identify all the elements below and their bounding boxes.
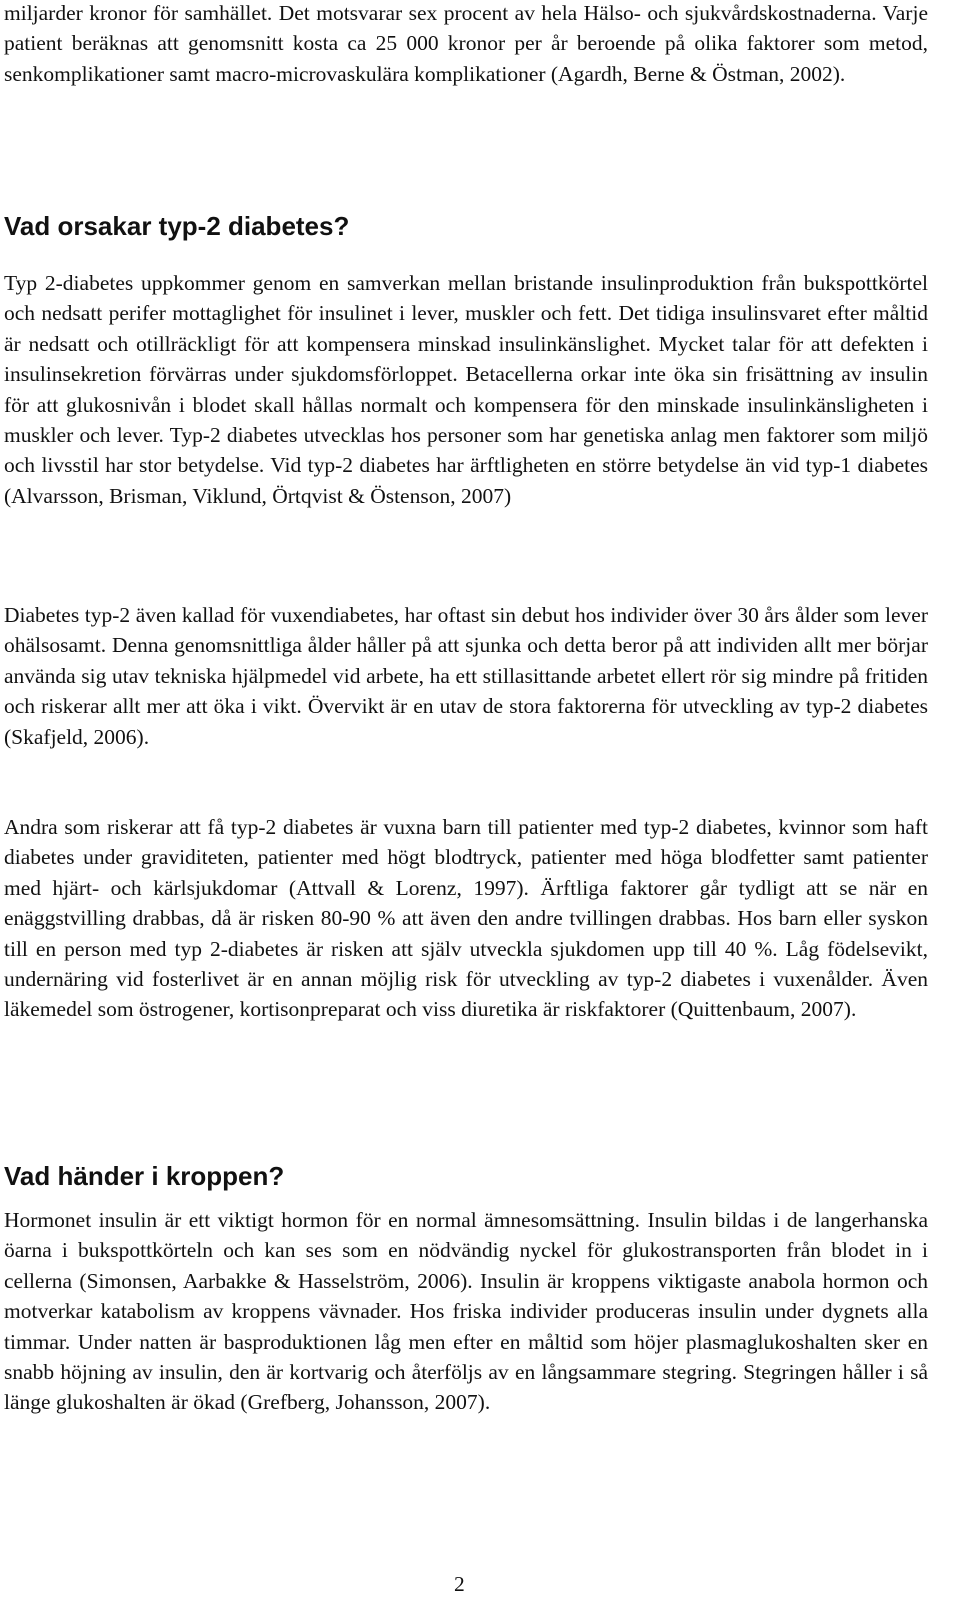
- paragraph-cause: Typ 2-diabetes uppkommer genom en samverkan mellan bristande insulinproduktion från bukspottkörtel och nedsatt perifer mottaglighet för insulinet i lever, muskler och fett. Det tidiga insulinsvaret efter måltid är nedsatt och otillräckligt för att kompensera minskad insulinkänslighet. Mycket talar för att defekten i insulinsekretion förvärras under sjukdomsförloppet. Betacellerna orkar inte öka sin frisättning av insulin för att glukosnivån i blodet skall hållas normalt och kompensera för den minskade insulinkänsligheten i muskler och lever. Typ-2 diabetes utvecklas hos personer som har genetiska anlag men faktorer som miljö och livsstil har stor betydelse. Vid typ-2 diabetes har ärftligheten en större betydelse än vid typ-1 diabetes (Alvarsson, Brisman, Viklund, Örtqvist & Östenson, 2007): [4, 271, 928, 508]
- paragraph-risk-factors: Andra som riskerar att få typ-2 diabetes är vuxna barn till patienter med typ-2 diabetes, kvinnor som haft diabetes under graviditeten, patienter med högt blodtryck, patienter med höga blodfetter samt patienter med hjärt- och kärlsjukdomar (Attvall & Lorenz, 1997). Ärftliga faktorer går tydligt att se när en enäggstvilling drabbas, då är risken 80-90 % att även den andre tvillingen drabbas. Hos barn eller syskon till en person med typ 2-diabetes är risken att själv utveckla sjukdomen upp till 40 %. Låg födelsevikt, undernäring vid fosterlivet är en annan möjlig risk för utveckling av typ-2 diabetes i vuxenålder. Även läkemedel som östrogener, kortisonpreparat och viss diuretika är riskfaktorer (Quittenbaum, 2007).: [4, 815, 928, 1022]
- paragraph-adult-onset: Diabetes typ-2 även kallad för vuxendiabetes, har oftast sin debut hos individer över 30 års ålder som lever ohälsosamt. Denna genomsnittliga ålder håller på att sjunka och detta beror på att individen allt mer börjar använda sig utav tekniska hjälpmedel vid arbete, ha ett stillasittande arbetet ellert rör sig mindre på fritiden och riskerar allt mer att öka i vikt. Övervikt är en utav de stora faktorerna för utveckling av typ-2 diabetes (Skafjeld, 2006).: [4, 603, 928, 749]
- paragraph-insulin: Hormonet insulin är ett viktigt hormon för en normal ämnesomsättning. Insulin bildas i de langerhanska öarna i bukspottkörteln och kan ses som en nödvändig nyckel för glukostransporten från blodet in i cellerna (Simonsen, Aarbakke & Hasselström, 2006). Insulin är kroppens viktigaste anabola hormon och motverkar katabolism av kroppens vävnader. Hos friska individer produceras insulin under dygnets alla timmar. Under natten är basproduktionen låg men efter en måltid som höjer plasmaglukoshalten sker en snabb höjning av insulin, den är kortvarig och återföljs av en långsammare stegring. Stegringen håller i så länge glukoshalten är ökad (Grefberg, Johansson, 2007).: [4, 1208, 928, 1415]
- paragraph-intro: miljarder kronor för samhället. Det motsvarar sex procent av hela Hälso- och sjukvårdskostnaderna. Varje patient beräknas att genomsnitt kosta ca 25 000 kronor per år beroende på olika faktorer som metod, senkomplikationer samt macro-microvaskulära komplikationer (Agardh, Berne & Östman, 2002).: [4, 1, 928, 86]
- page-number: 2: [454, 1572, 465, 1596]
- heading-body: Vad händer i kroppen?: [4, 1161, 285, 1191]
- heading-cause: Vad orsakar typ-2 diabetes?: [4, 211, 350, 241]
